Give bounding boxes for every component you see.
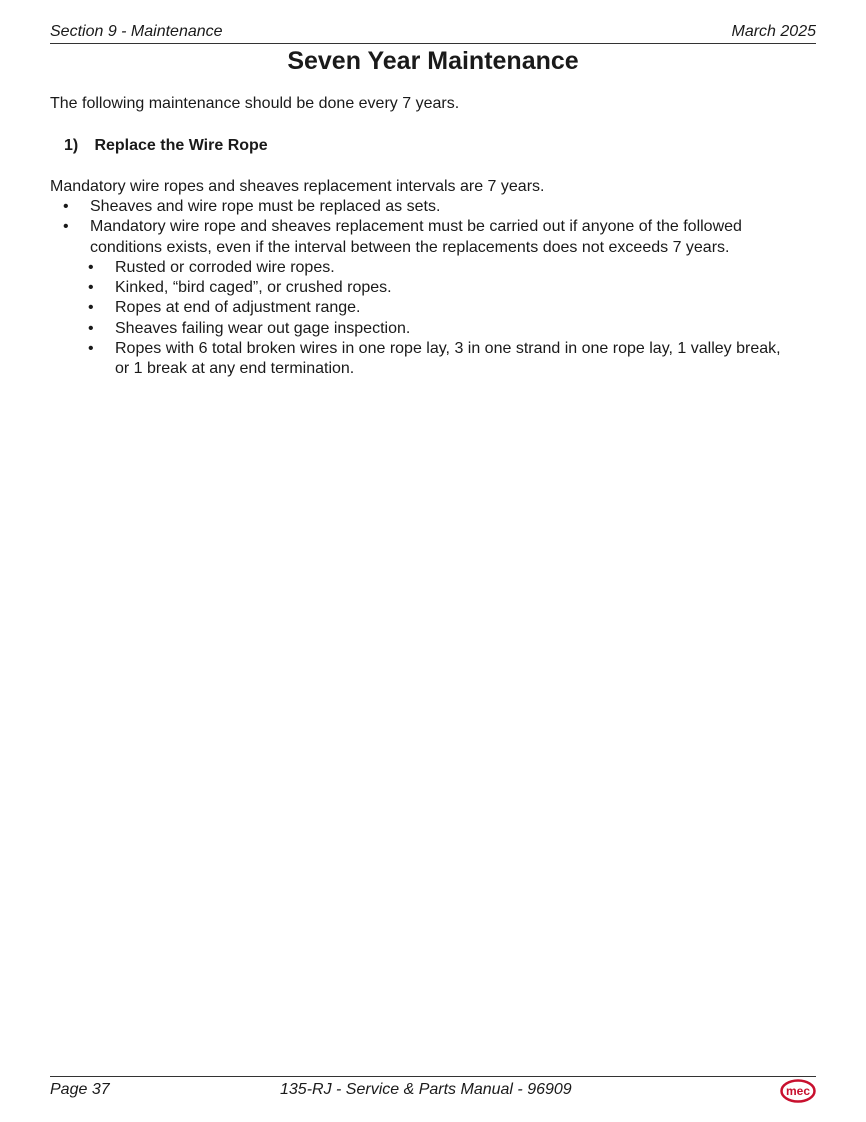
page-title: Seven Year Maintenance <box>287 47 579 75</box>
sub-list-item <box>75 319 790 339</box>
page-header <box>50 22 816 44</box>
page-number: Page 37 <box>50 1081 110 1098</box>
bullet-icon: • <box>88 340 94 358</box>
sub-list-item <box>75 258 790 278</box>
list-item <box>50 217 790 379</box>
bullet-icon: • <box>88 319 94 337</box>
sub-list-item <box>75 278 790 298</box>
step-title: Replace the Wire Rope <box>94 137 268 154</box>
manual-title: 135-RJ - Service & Parts Manual - 96909 <box>280 1081 572 1098</box>
sub-list-item-text: Rusted or corroded wire ropes. <box>115 258 335 276</box>
page-footer <box>50 1076 816 1106</box>
bullet-icon: • <box>88 299 94 317</box>
svg-text:mec: mec <box>785 1084 811 1098</box>
sub-list-item-text: Ropes at end of adjustment range. <box>115 299 361 317</box>
bullet-icon: • <box>63 218 69 236</box>
bullet-icon: • <box>63 198 69 215</box>
section-label: Section 9 - Maintenance <box>50 23 223 40</box>
bullet-icon: • <box>88 279 94 297</box>
list-item-text: Mandatory wire rope and sheaves replacement must be carried out if anyone of the followed conditions exists, even if the interval between the replacements does not exceeds 7 years. <box>90 218 742 256</box>
step-heading <box>64 136 268 156</box>
sub-bullet-list <box>75 258 790 380</box>
sub-list-item <box>75 339 790 380</box>
sub-list-item-text: Kinked, “bird caged”, or crushed ropes. <box>115 279 392 297</box>
intro-text: The following maintenance should be done every 7 years. <box>50 95 460 112</box>
sub-list-item-text: Sheaves failing wear out gage inspection. <box>115 319 411 337</box>
bullet-list <box>50 197 790 380</box>
sub-list-item <box>75 298 790 318</box>
intervals-paragraph: Mandatory wire ropes and sheaves replacement intervals are 7 years. <box>50 178 545 195</box>
list-item-text: Sheaves and wire rope must be replaced as sets. <box>90 198 441 215</box>
date-label: March 2025 <box>731 23 816 40</box>
bullet-icon: • <box>88 258 94 276</box>
sub-list-item-text: Ropes with 6 total broken wires in one rope lay, 3 in one strand in one rope lay, 1 valley break, or 1 break at any end termination. <box>115 340 781 378</box>
step-number: 1) <box>64 137 79 154</box>
mec-logo <box>780 1079 816 1108</box>
list-item <box>50 197 790 217</box>
